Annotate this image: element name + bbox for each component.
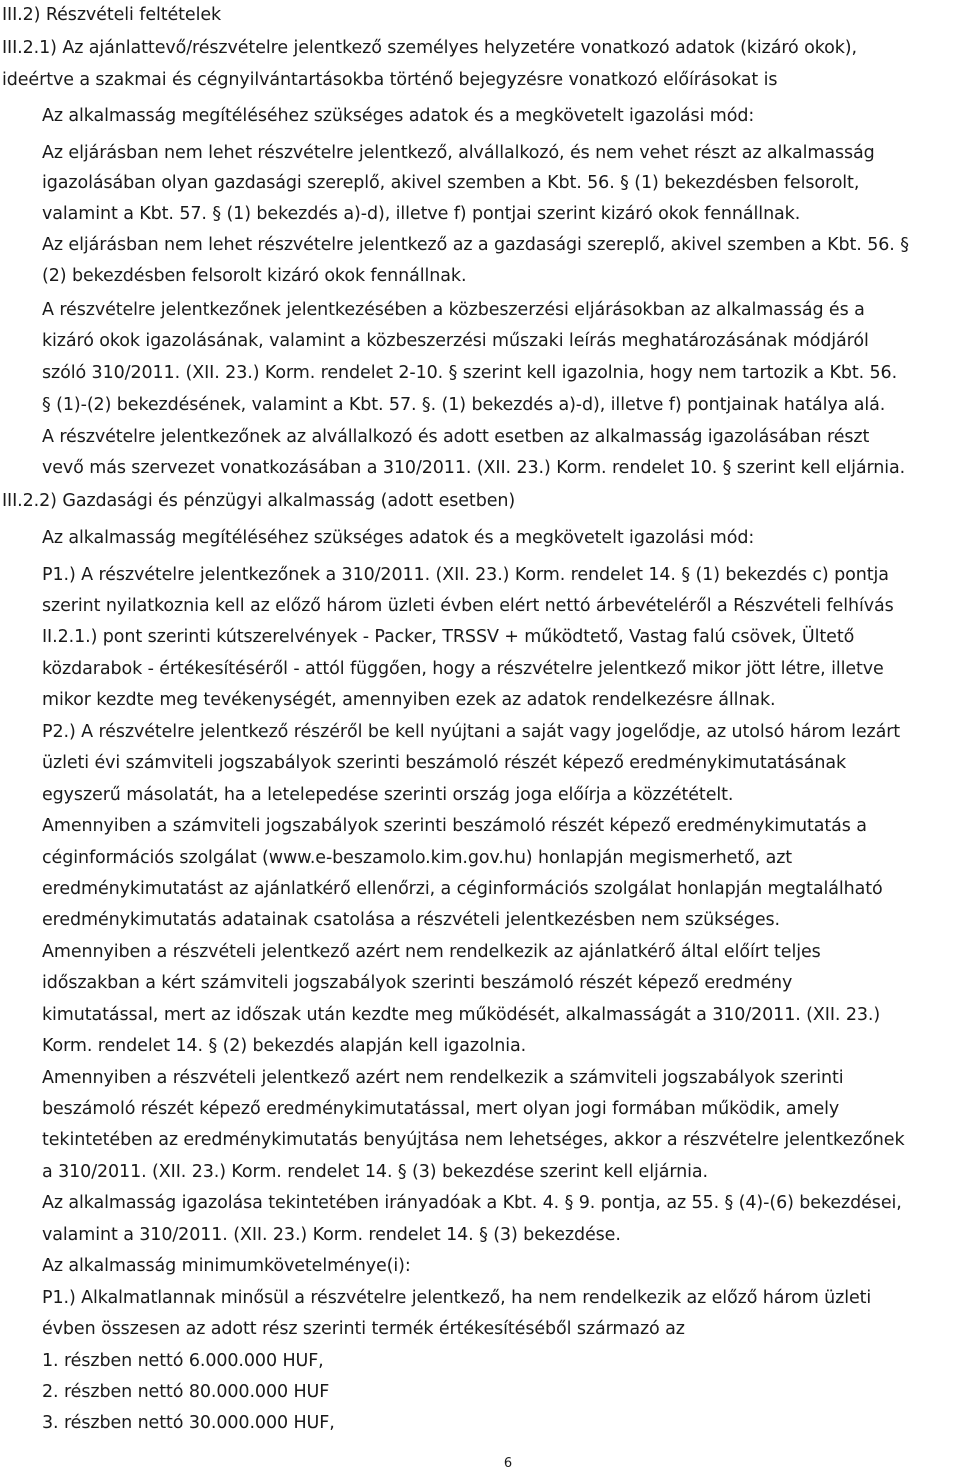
paragraph-line: kizáró okok igazolásának, valamint a közbeszerzési műszaki leírás meghatározásának módjáról xyxy=(42,331,869,351)
paragraph-line: időszakban a kért számviteli jogszabályok szerinti beszámoló részét képező eredmény xyxy=(42,973,793,993)
paragraph-line: közdarabok - értékesítéséről - attól függően, hogy a részvételre jelentkező mikor jött létre, illetve xyxy=(42,659,884,679)
paragraph-line: Korm. rendelet 14. § (2) bekezdés alapján kell igazolnia. xyxy=(42,1036,527,1056)
paragraph-line: P2.) A részvételre jelentkező részéről be kell nyújtani a saját vagy jogelődje, az utolsó három lezárt xyxy=(42,722,901,742)
paragraph-line: évben összesen az adott rész szerinti termék értékesítéséből származó az xyxy=(42,1319,685,1339)
list-item: 2. részben nettó 80.000.000 HUF xyxy=(42,1382,330,1402)
paragraph-line: Az alkalmasság minimumkövetelménye(i): xyxy=(42,1256,411,1276)
paragraph-line: szerint nyilatkoznia kell az előző három üzleti évben elért nettó árbevételéről a Részvételi felhívás xyxy=(42,596,894,616)
paragraph-line: igazolásában olyan gazdasági szereplő, akivel szemben a Kbt. 56. § (1) bekezdésben felsorolt, xyxy=(42,173,860,193)
paragraph-line: A részvételre jelentkezőnek az alvállalkozó és adott esetben az alkalmasság igazolásában részt xyxy=(42,427,870,447)
paragraph-line: Az alkalmasság igazolása tekintetében irányadóak a Kbt. 4. § 9. pontja, az 55. § (4)-(6) bekezdései, xyxy=(42,1193,902,1213)
list-item: 1. részben nettó 6.000.000 HUF, xyxy=(42,1351,324,1371)
paragraph-line: szóló 310/2011. (XII. 23.) Korm. rendelet 2-10. § szerint kell igazolnia, hogy nem tartozik a Kbt. 56. xyxy=(42,363,898,383)
subsection-heading: III.2.2) Gazdasági és pénzügyi alkalmasság (adott esetben) xyxy=(2,491,516,511)
paragraph-line: (2) bekezdésben felsorolt kizáró okok fennállnak. xyxy=(42,266,467,286)
paragraph-line: eredménykimutatást az ajánlatkérő ellenőrzi, a céginformációs szolgálat honlapján megtalálható xyxy=(42,879,883,899)
section-heading: III.2) Részvételi feltételek xyxy=(2,5,222,25)
paragraph-line: tekintetében az eredménykimutatás benyújtása nem lehetséges, akkor a részvételre jelentkezőnek xyxy=(42,1130,905,1150)
paragraph-line: § (1)-(2) bekezdésének, valamint a Kbt. 57. §. (1) bekezdés a)-d), illetve f) pontjainak hatálya alá. xyxy=(42,395,886,415)
paragraph-line: céginformációs szolgálat (www.e-beszamolo.kim.gov.hu) honlapján megismerhető, azt xyxy=(42,848,793,868)
subsection-heading-continued: ideértve a szakmai és cégnyilvántartásokba történő bejegyzésre vonatkozó előírásokat is xyxy=(2,70,778,90)
subsection-heading: III.2.1) Az ajánlattevő/részvételre jelentkező személyes helyzetére vonatkozó adatok (kizáró okok), xyxy=(2,38,857,58)
paragraph-line: beszámoló részét képező eredménykimutatással, mert olyan jogi formában működik, amely xyxy=(42,1099,840,1119)
paragraph-line: egyszerű másolatát, ha a letelepedése szerinti ország joga előírja a közzétételt. xyxy=(42,785,734,805)
paragraph-line: A részvételre jelentkezőnek jelentkezésében a közbeszerzési eljárásokban az alkalmasság és a xyxy=(42,300,865,320)
paragraph-line: mikor kezdte meg tevékenységét, amennyiben ezek az adatok rendelkezésre állnak. xyxy=(42,690,776,710)
paragraph-line: Az alkalmasság megítéléséhez szükséges adatok és a megkövetelt igazolási mód: xyxy=(42,106,755,126)
paragraph-line: eredménykimutatás adatainak csatolása a részvételi jelentkezésben nem szükséges. xyxy=(42,910,780,930)
paragraph-line: kimutatással, mert az időszak után kezdte meg működését, alkalmasságát a 310/2011. (XII. 23.) xyxy=(42,1005,881,1025)
paragraph-line: P1.) A részvételre jelentkezőnek a 310/2011. (XII. 23.) Korm. rendelet 14. § (1) bekezdés c) pontja xyxy=(42,565,889,585)
paragraph-line: Amennyiben a számviteli jogszabályok szerinti beszámoló részét képező eredménykimutatás a xyxy=(42,816,867,836)
paragraph-line: Amennyiben a részvételi jelentkező azért nem rendelkezik a számviteli jogszabályok szerinti xyxy=(42,1068,844,1088)
paragraph-line: valamint a Kbt. 57. § (1) bekezdés a)-d), illetve f) pontjai szerint kizáró okok fennállnak. xyxy=(42,204,801,224)
paragraph-line: Az eljárásban nem lehet részvételre jelentkező, alvállalkozó, és nem vehet részt az alkalmasság xyxy=(42,143,875,163)
paragraph-line: II.2.1.) pont szerinti kútszerelvények - Packer, TRSSV + működtető, Vastag falú csövek, Ültető xyxy=(42,627,855,647)
paragraph-line: valamint a 310/2011. (XII. 23.) Korm. rendelet 14. § (3) bekezdése. xyxy=(42,1225,621,1245)
paragraph-line: üzleti évi számviteli jogszabályok szerinti beszámoló részét képező eredménykimutatásának xyxy=(42,753,846,773)
paragraph-line: a 310/2011. (XII. 23.) Korm. rendelet 14. § (3) bekezdése szerint kell eljárnia. xyxy=(42,1162,708,1182)
page-number: 6 xyxy=(503,1456,513,1471)
paragraph-line: Amennyiben a részvételi jelentkező azért nem rendelkezik az ajánlatkérő által előírt teljes xyxy=(42,942,821,962)
paragraph-line: Az eljárásban nem lehet részvételre jelentkező az a gazdasági szereplő, akivel szemben a Kbt. 56. § xyxy=(42,235,909,255)
list-item: 3. részben nettó 30.000.000 HUF, xyxy=(42,1413,335,1433)
paragraph-line: P1.) Alkalmatlannak minősül a részvételre jelentkező, ha nem rendelkezik az előző három üzleti xyxy=(42,1288,872,1308)
paragraph-line: Az alkalmasság megítéléséhez szükséges adatok és a megkövetelt igazolási mód: xyxy=(42,528,755,548)
paragraph-line: vevő más szervezet vonatkozásában a 310/2011. (XII. 23.) Korm. rendelet 10. § szerint kell eljárnia. xyxy=(42,458,906,478)
